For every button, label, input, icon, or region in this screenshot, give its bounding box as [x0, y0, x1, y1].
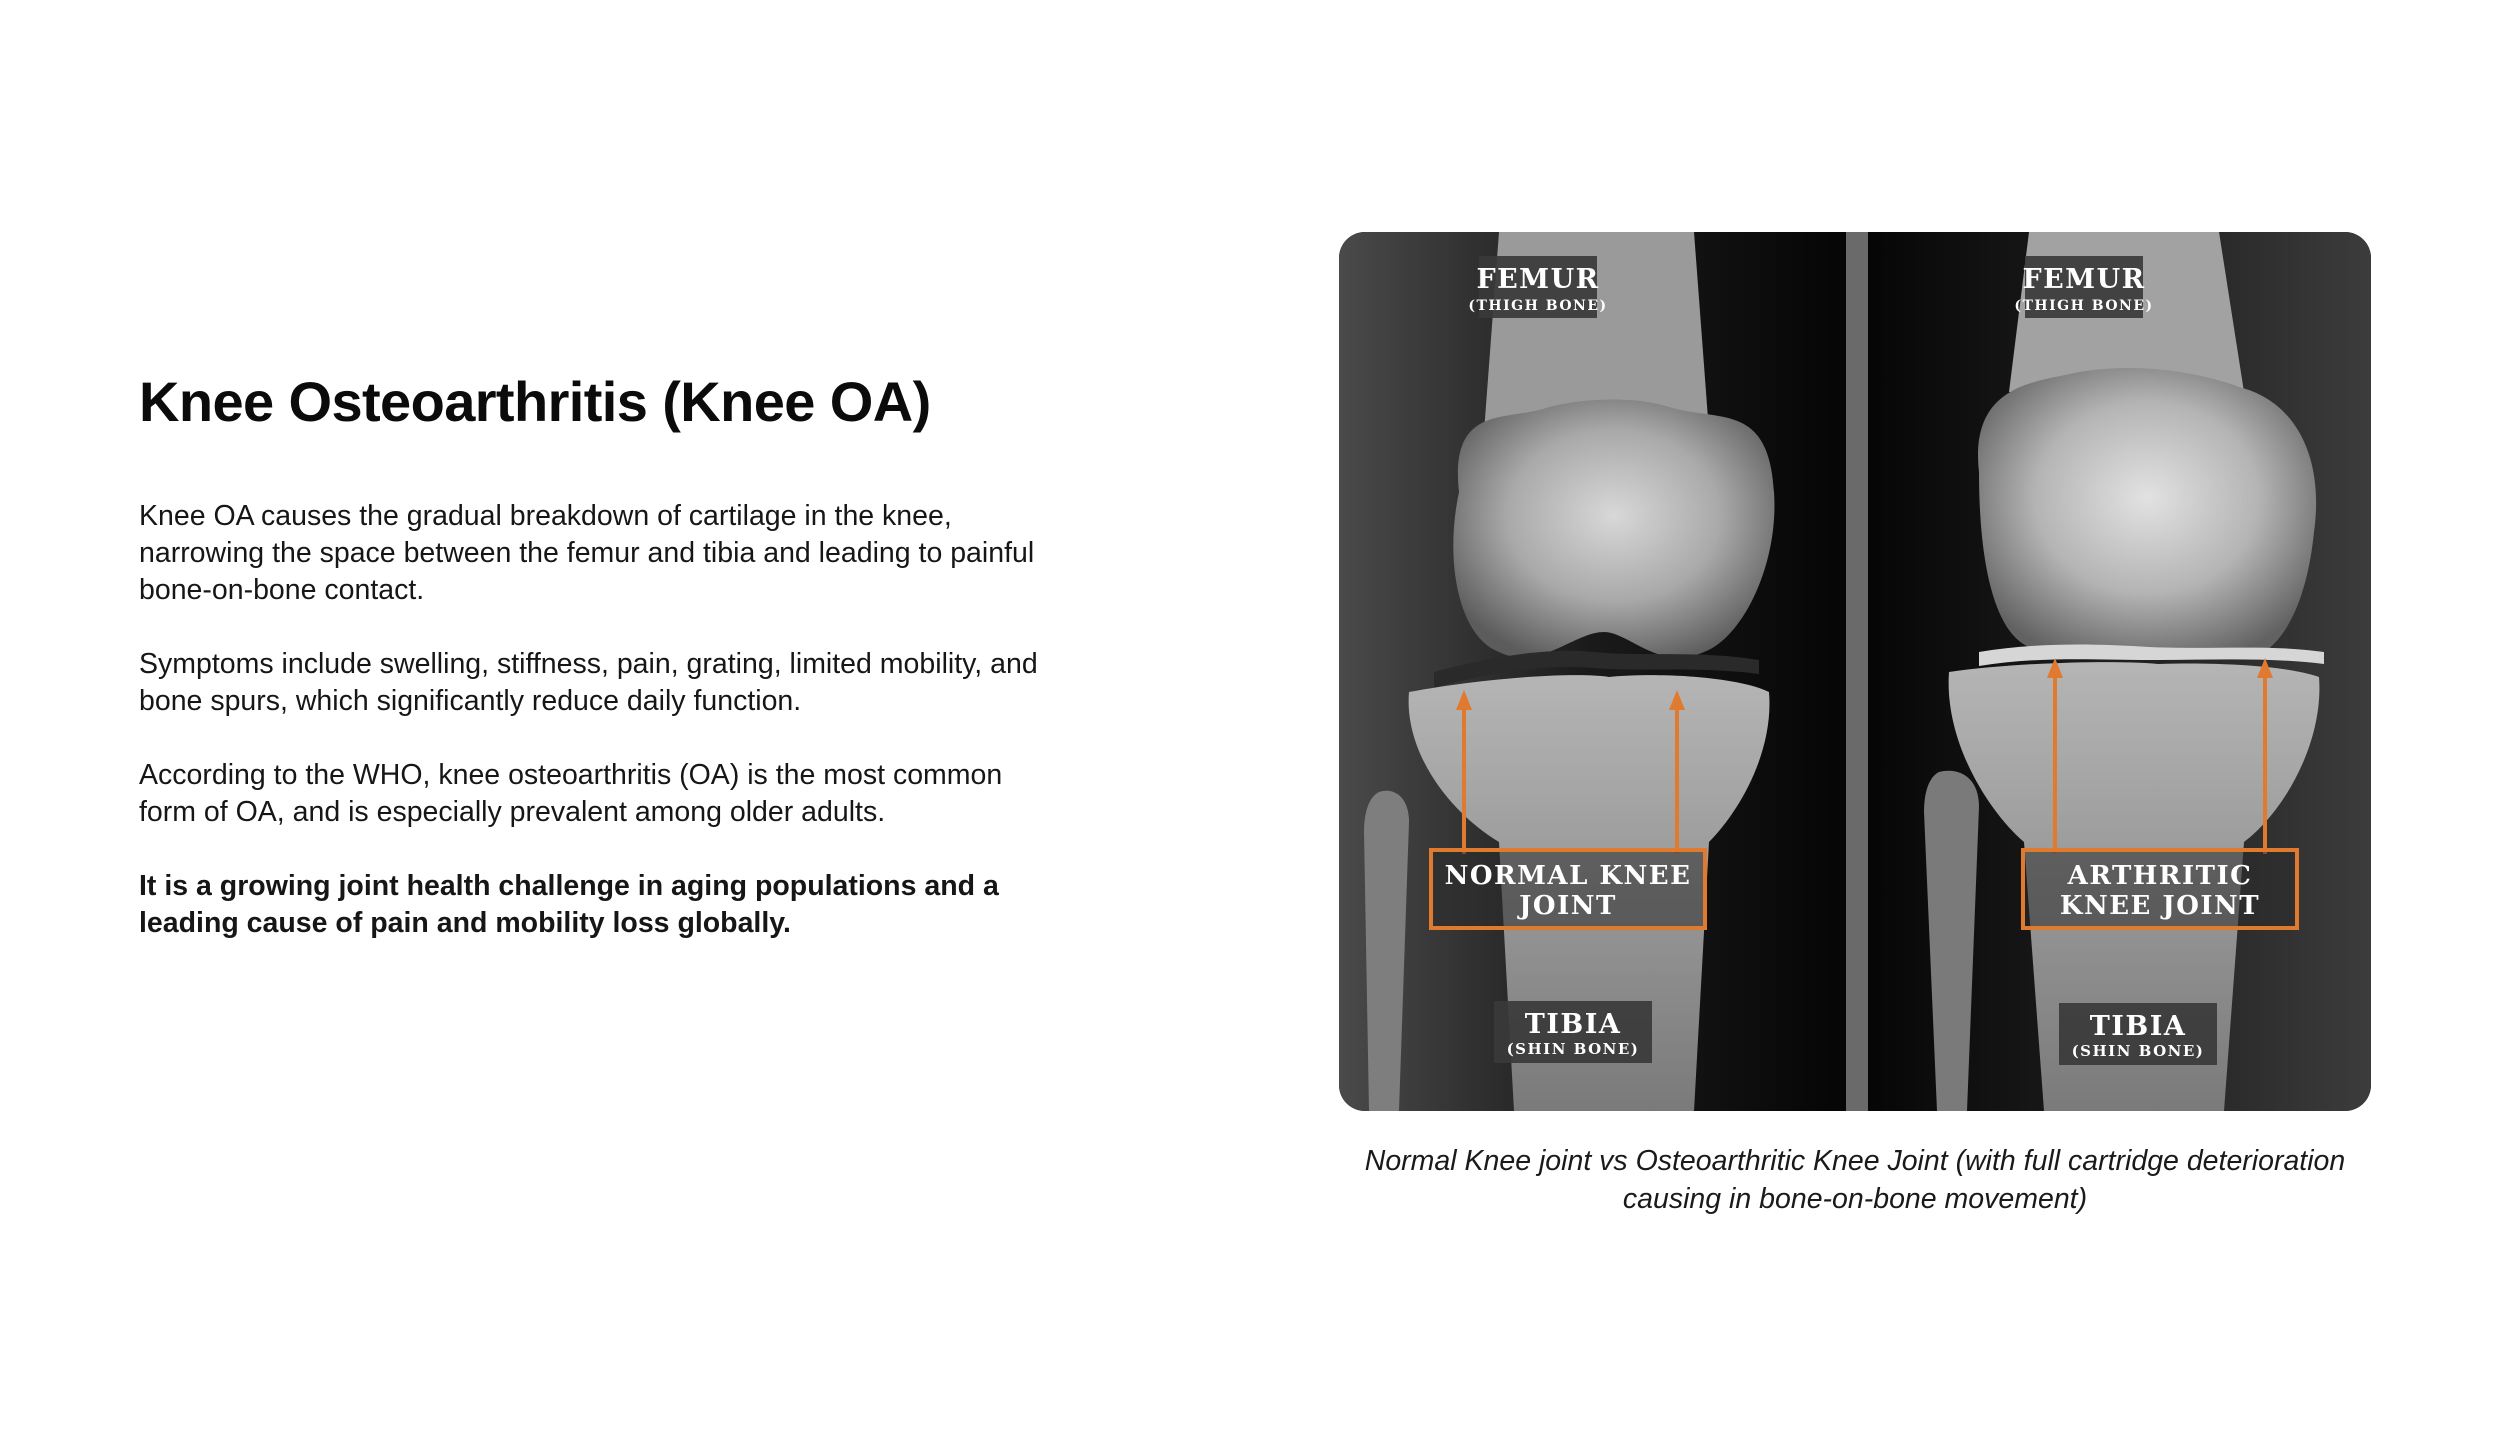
- svg-text:TIBIA: TIBIA: [1524, 1009, 1622, 1040]
- femur-label-right: [2014, 256, 2153, 318]
- arthritic-knee-panel: [1868, 232, 2371, 1111]
- paragraph-symptoms: Symptoms include swelling, stiffness, pain, grating, limited mobility, and bone spurs, which significantly reduce daily function.: [139, 648, 1038, 718]
- knee-xray-figure: [1339, 232, 2371, 1111]
- svg-text:(THIGH BONE): (THIGH BONE): [2014, 298, 2154, 314]
- svg-text:NORMAL KNEE: NORMAL KNEE: [1444, 861, 1692, 891]
- svg-text:(SHIN BONE): (SHIN BONE): [2071, 1042, 2205, 1060]
- svg-text:KNEE JOINT: KNEE JOINT: [2059, 891, 2261, 921]
- article: [139, 370, 1039, 942]
- paragraph-definition: Knee OA causes the gradual breakdown of cartilage in the knee, narrowing the space between the femur and tibia and leading to painful bone-on-bone contact.: [139, 500, 1035, 607]
- paragraph-emphasis: It is a growing joint health challenge in aging populations and a leading cause of pain and mobility loss globally.: [139, 870, 999, 940]
- svg-text:FEMUR: FEMUR: [2022, 264, 2146, 295]
- normal-knee-panel: [1339, 232, 1846, 1111]
- svg-text:ARTHRITIC: ARTHRITIC: [2067, 861, 2253, 891]
- paragraph-prevalence: According to the WHO, knee osteoarthritis (OA) is the most common form of OA, and is especially prevalent among older adults.: [139, 759, 1003, 829]
- svg-text:TIBIA: TIBIA: [2089, 1011, 2187, 1042]
- panel-divider: [1846, 232, 1868, 1111]
- figure-caption: Normal Knee joint vs Osteoarthritic Knee Joint (with full cartridge deterioration causing in bone-on-bone movement): [1364, 1145, 2346, 1215]
- page-title: Knee Osteoarthritis (Knee OA): [139, 370, 931, 433]
- svg-text:FEMUR: FEMUR: [1476, 264, 1600, 295]
- svg-text:JOINT: JOINT: [1519, 891, 1617, 921]
- xray-image: [1339, 232, 2371, 1111]
- svg-text:(SHIN BONE): (SHIN BONE): [1506, 1040, 1640, 1058]
- svg-text:(THIGH BONE): (THIGH BONE): [1468, 298, 1608, 314]
- tibia-label-left: [1494, 1001, 1652, 1063]
- tibia-label-right: [2059, 1003, 2217, 1065]
- femur-label-left: [1468, 256, 1607, 318]
